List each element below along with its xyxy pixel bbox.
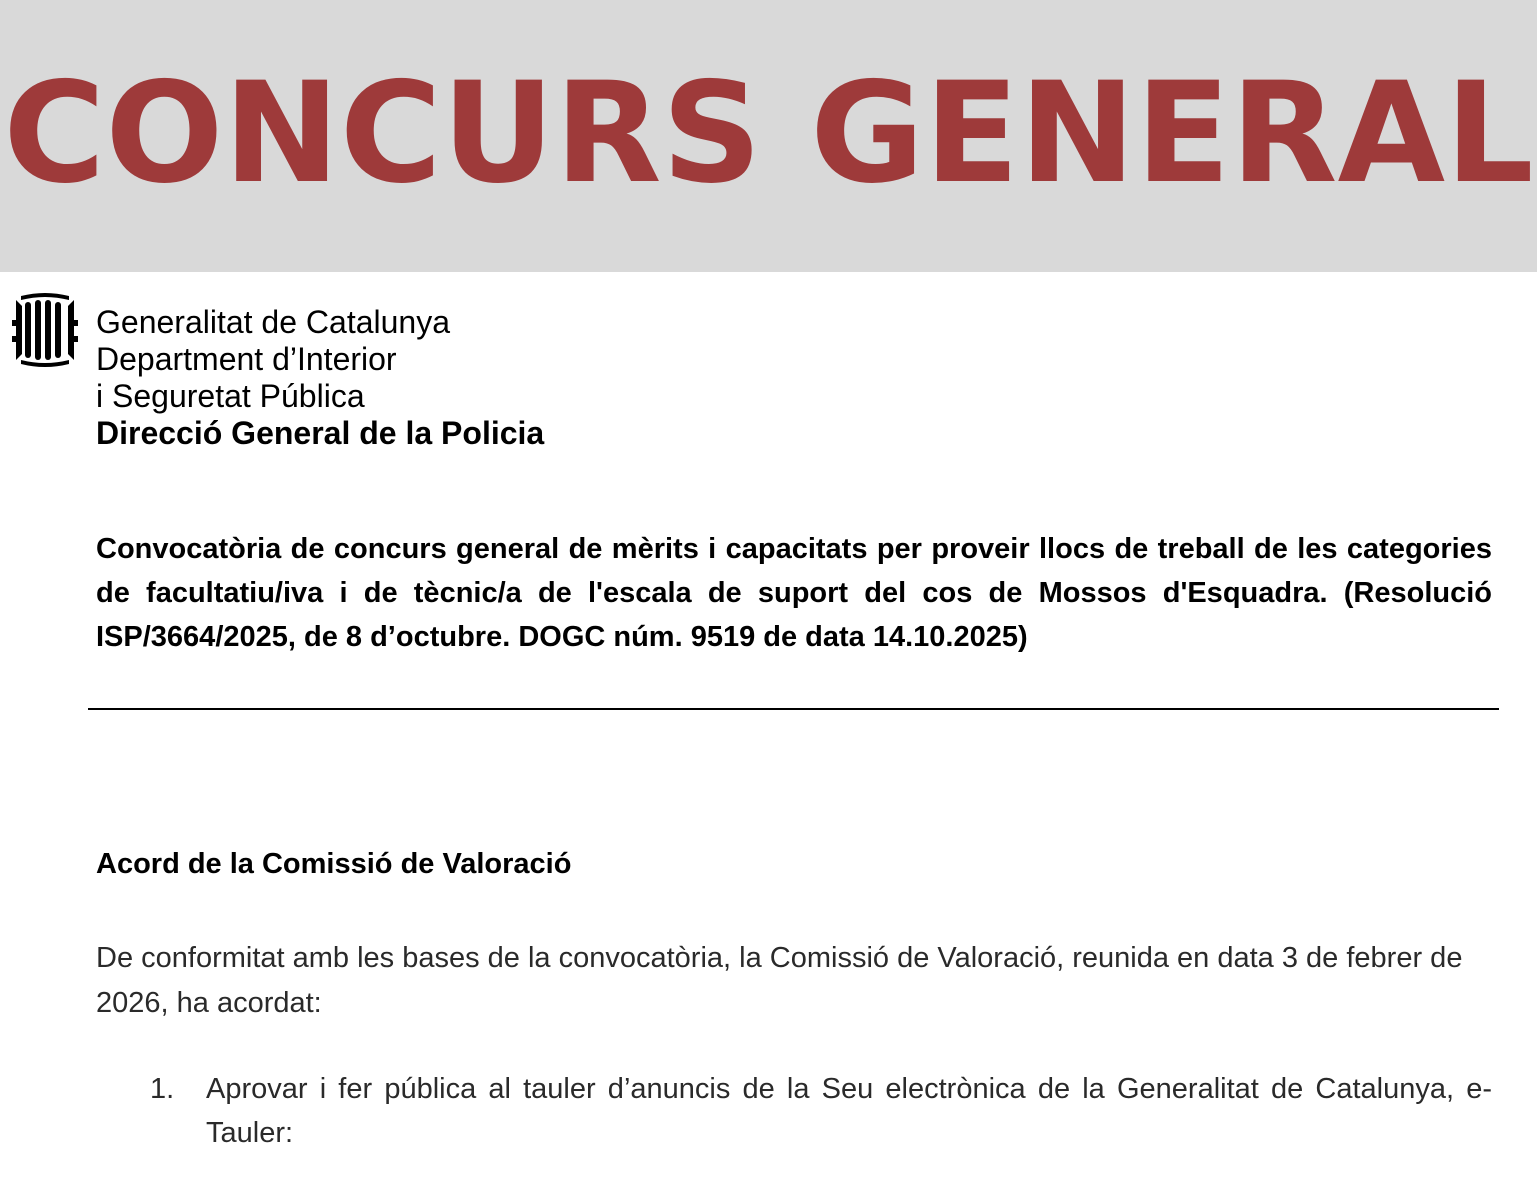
letterhead-line-4: Direcció General de la Policia <box>96 415 545 451</box>
document-subject: Convocatòria de concurs general de mèrits i capacitats per proveir llocs de treball de les categories de facultatiu/iva i de tècnic/a de l'escala de suport del cos de Mossos d'Esquadra. (Resolució ISP/3664/2025, de 8 d’octubre. DOGC núm. 9519 de data 14.10.2025) <box>96 533 1492 653</box>
list-item-text: Aprovar i fer pública al tauler d’anuncis de la Seu electrònica de la Generalitat de Catalunya, e-Tauler: <box>206 1073 1492 1149</box>
letterhead <box>96 304 544 452</box>
letterhead-line-2: Department d’Interior <box>96 341 397 377</box>
intro-paragraph: De conformitat amb les bases de la convocatòria, la Comissió de Valoració, reunida en data 3 de febrer de 2026, ha acordat: <box>96 942 1463 1019</box>
list-item <box>150 1067 1492 1155</box>
list-item-number: 1. <box>150 1073 175 1105</box>
title-banner <box>0 0 1537 272</box>
subject-divider <box>88 708 1499 710</box>
generalitat-de-catalunya-logo-icon <box>12 292 78 368</box>
letterhead-line-3: i Seguretat Pública <box>96 378 365 414</box>
section-heading: Acord de la Comissió de Valoració <box>96 848 572 880</box>
letterhead-line-1: Generalitat de Catalunya <box>96 304 450 340</box>
banner-title: CONCURS GENERAL <box>3 52 1534 214</box>
